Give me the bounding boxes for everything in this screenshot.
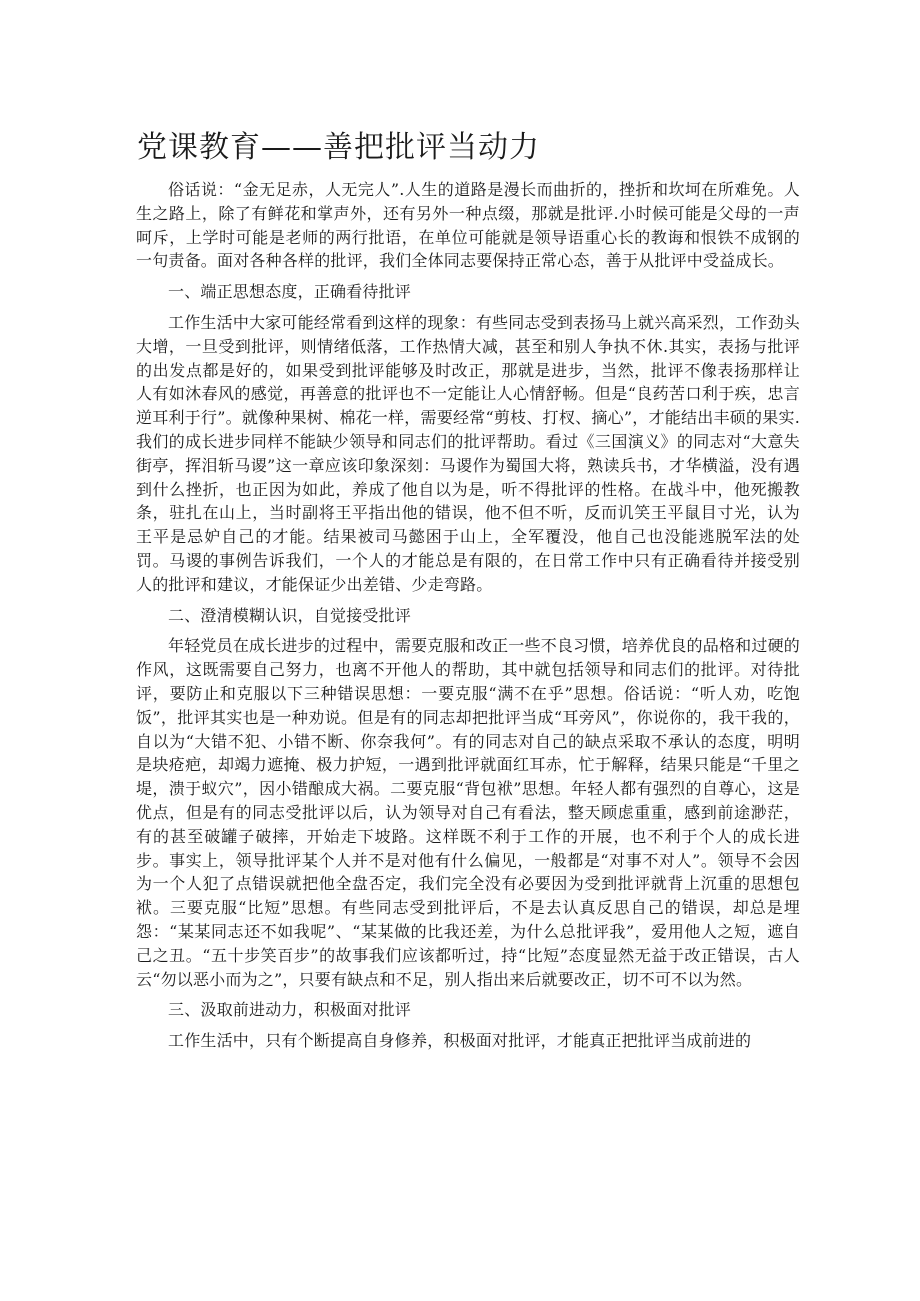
document-body [136, 178, 800, 1060]
section-paragraph-3: 工作生活中，只有个断提高自身修养，积极面对批评，才能真正把批评当成前进的 [168, 1031, 752, 1051]
section-paragraph-1: 工作生活中大家可能经常看到这样的现象：有些同志受到表扬马上就兴高采烈，工作劲头大增，一旦受到批评，则情绪低落，工作热情大减，甚至和别人争执不休.其实，表扬与批评的出发点都是好的，如果受到批评能够及时改正，那就是进步，当然，批评不像表扬那样让人有如沐春风的感觉，再善意的批评也不一定能让人心情舒畅。但是“良药苦口利于疾，忠言逆耳利于行”。就像种果树、棉花一样，需要经常“剪枝、打杈、摘心”，才能结出丰硕的果实.我们的成长进步同样不能缺少领导和同志们的批评帮助。看过《三国演义》的同志对“大意失街亭，挥泪斩马谡”这一章应该印象深刻：马谡作为蜀国大将，熟读兵书，才华横溢，没有遇到什么挫折，也正因为如此，养成了他自以为是，听不得批评的性格。在战斗中，他死搬教条，驻扎在山上，当时副将王平指出他的错误，他不但不听，反而讥笑王平鼠目寸光，认为王平是忌妒自己的才能。结果被司马懿困于山上，全军覆没，他自己也没能逃脱军法的处罚。马谡的事例告诉我们，一个人的才能总是有限的，在日常工作中只有正确看待并接受别人的批评和建议，才能保证少出差错、少走弯路。 [136, 312, 800, 594]
section-heading-3: 三、汲取前进动力，积极面对批评 [168, 1000, 412, 1020]
section-heading-1: 一、端正思想态度，正确看待批评 [168, 282, 412, 302]
intro-paragraph: 俗话说：“金无足赤，人无完人”.人生的道路是漫长而曲折的，挫折和坎坷在所难免。人生之路上，除了有鲜花和掌声外，还有另外一种点缀，那就是批评.小时候可能是父母的一声呵斥，上学时可能是老师的两行批语，在单位可能就是领导语重心长的教诲和恨铁不成钢的一句责备。面对各种各样的批评，我们全体同志要保持正常心态，善于从批评中受益成长。 [136, 180, 800, 271]
section-paragraph-2: 年轻党员在成长进步的过程中，需要克服和改正一些不良习惯，培养优良的品格和过硬的作风，这既需要自己努力，也离不开他人的帮助，其中就包括领导和同志们的批评。对待批评，要防止和克服以下三种错误思想：一要克服“满不在乎”思想。俗话说：“听人劝，吃饱饭”，批评其实也是一种劝说。但是有的同志却把批评当成“耳旁风”，你说你的，我干我的，自以为“大错不犯、小错不断、你奈我何”。有的同志对自己的缺点采取不承认的态度，明明是块疮疤，却竭力遮掩、极力护短，一遇到批评就面红耳赤，忙于解释，结果只能是“千里之堤，溃于蚁穴”，因小错酿成大祸。二要克服“背包袱”思想。年轻人都有强烈的自尊心，这是优点，但是有的同志受批评以后，认为领导对自己有看法，整天顾虑重重，感到前途渺茫，有的甚至破罐子破摔，开始走下坡路。这样既不利于工作的开展，也不利于个人的成长进步。事实上，领导批评某个人并不是对他有什么偏见，一般都是“对事不对人”。领导不会因为一个人犯了点错误就把他全盘否定，我们完全没有必要因为受到批评就背上沉重的思想包袱。三要克服“比短”思想。有些同志受到批评后，不是去认真反思自己的错误，却总是埋怨：“某某同志还不如我呢”、“某某做的比我还差，为什么总批评我”，爱用他人之短，遮自己之丑。“五十步笑百步”的故事我们应该都听过，持“比短”态度显然无益于改正错误，古人云“勿以恶小而为之”，只要有缺点和不足，别人指出来后就要改正，切不可不以为然。 [136, 636, 800, 989]
section-heading-2: 二、澄清模糊认识，自觉接受批评 [168, 605, 412, 625]
document-title: 党课教育——善把批评当动力 [137, 130, 540, 165]
